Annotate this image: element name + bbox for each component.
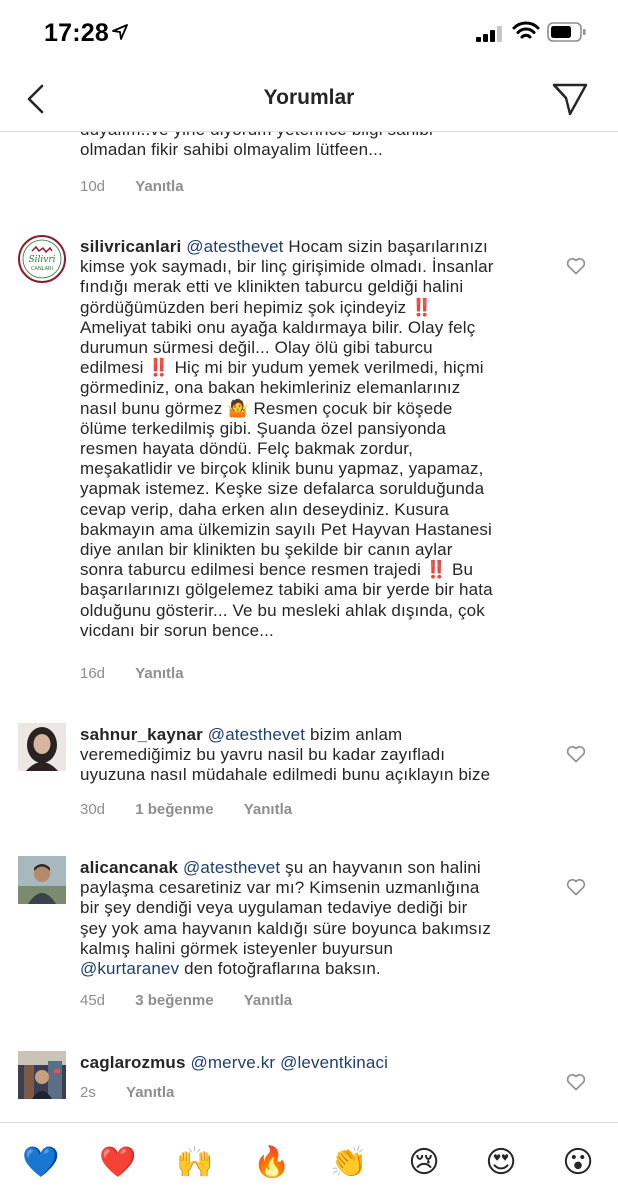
signal-icon <box>476 26 504 42</box>
status-time: 17:28 <box>44 19 109 47</box>
comment-meta <box>80 1084 200 1101</box>
reply-button[interactable]: Yanıtla <box>126 1084 175 1101</box>
comment-text: sahnur_kaynar @atesthevet bizim anlam veremediğimiz bu yavru nasil bu kadar zayıfladı uyuzuna nasıl müdahale edilmedi bunu açıklayın bize <box>80 725 491 785</box>
avatar[interactable] <box>18 723 66 771</box>
comment-meta <box>80 665 210 682</box>
comment-text: alicancanak @atesthevet şu an hayvanın son halini paylaşma cesaretiniz var mı? Kimsenin uzmanlığına bir şey dendiği veya uygulaman tedaviye dediği bir şey yok ama hayvanın kaldığı süre boyunca bakımsız kalmış halini görmek isteyenler buyursun @kurtaranev den fotoğraflarına baksın. <box>80 858 491 979</box>
comment-meta <box>80 178 210 195</box>
user-photo-avatar <box>18 1051 66 1099</box>
comment-username[interactable]: silivricanlari <box>80 237 182 256</box>
reply-button[interactable]: Yanıtla <box>135 665 184 682</box>
mention-link[interactable]: @leventkinaci <box>280 1053 389 1072</box>
avatar[interactable] <box>18 235 66 283</box>
likes-count[interactable]: 1 beğenme <box>135 801 214 818</box>
avatar[interactable] <box>18 856 66 904</box>
paper-plane-icon[interactable] <box>550 80 590 118</box>
surprised-face-emoji-button[interactable]: 😮 <box>562 1146 594 1179</box>
comment-meta <box>80 801 318 818</box>
comment-age: 30d <box>80 801 106 818</box>
quick-reaction-bar <box>0 1122 618 1200</box>
comment-text <box>80 1053 540 1073</box>
reply-button[interactable]: Yanıtla <box>243 801 293 818</box>
heart-eyes-emoji-button[interactable]: 😍 <box>485 1146 517 1179</box>
mention-link[interactable]: @kurtaranev <box>80 959 180 979</box>
blue-heart-emoji-button[interactable]: 💙 <box>22 1146 60 1179</box>
location-arrow-icon <box>112 24 128 40</box>
comment-age: 10d <box>80 178 106 195</box>
silivri-canlari-logo <box>18 235 66 283</box>
comment-username[interactable]: caglarozmus <box>80 1053 186 1072</box>
like-heart-icon[interactable] <box>566 1073 586 1091</box>
comment-text: olmadan fikir sahibi olmayalim lütfeen... <box>80 140 383 160</box>
comment-username[interactable]: sahnur_kaynar <box>80 725 203 744</box>
likes-count[interactable]: 3 beğenme <box>135 992 214 1009</box>
comment-meta <box>80 992 318 1009</box>
wifi-icon <box>513 22 539 42</box>
status-bar <box>0 0 618 66</box>
like-heart-icon[interactable] <box>566 257 586 275</box>
mention-link[interactable]: @atesthevet <box>186 237 284 256</box>
fire-emoji-button[interactable]: 🔥 <box>253 1146 291 1179</box>
battery-icon <box>547 22 587 42</box>
clapping-hands-emoji-button[interactable]: 👏 <box>330 1146 368 1179</box>
crying-face-emoji-button[interactable]: 😢 <box>408 1146 440 1179</box>
comment-age: 16d <box>80 665 106 682</box>
comment-age: 2s <box>80 1084 96 1101</box>
raised-hands-emoji-button[interactable]: 🙌 <box>176 1146 214 1179</box>
nav-bar <box>0 66 618 132</box>
comment-username[interactable]: alicancanak <box>80 858 179 877</box>
avatar[interactable] <box>18 1051 66 1099</box>
reply-button[interactable]: Yanıtla <box>243 992 293 1009</box>
user-photo-avatar <box>18 856 66 904</box>
like-heart-icon[interactable] <box>566 745 586 763</box>
logo-text-canlari: CANLARI <box>31 266 53 272</box>
like-heart-icon[interactable] <box>566 878 586 896</box>
logo-text-silivri: Silivri <box>28 255 56 265</box>
mention-link[interactable]: @atesthevet <box>207 725 306 744</box>
comment-age: 45d <box>80 992 106 1009</box>
red-heart-emoji-button[interactable]: ❤️ <box>99 1146 137 1179</box>
user-photo-avatar <box>18 723 66 771</box>
comment-list[interactable] <box>0 132 618 1122</box>
comment-text: silivricanlari @atesthevet Hocam sizin başarılarınızı kimse yok saymadı, bir linç girişimide olmadı. İnsanlar fındığı merak etti ve klinikten taburcu geldiği halini gördüğümüzden beri hepimiz şok içindeyiz ‼️ Ameliyat tabiki onu ayağa kaldırmaya bilir. Olay felç durumun sürmesi değil... Olay ölü gibi taburcu edilmesi ‼️ Hiç mi bir yudum yemek verilmedi, hiçmi görmediniz, ona bakan hekimleriniz elemanlarınız nasıl bunu görmez 🤷 Resmen çocuk bir köşede ölüme terkedilmiş gibi. Şuanda özel pansiyonda resmen hayata döndü. Felç bakmak zordur, meşakatlidir ve birçok klinik bunu yapmaz, yapamaz, yapmak istemez. Keşke size defalarca sorulduğunda cevap verip, daha erken alın deseydiniz. Kusura bakmayın ama ülkemizin sayılı Pet Hayvan Hastanesi diye anılan bir klinikten bu şekilde bir canın aylar sonra taburcu edilmesi bence resmen trajedi ‼️ Bu başarılarınızı gölgelemez tabiki ama bir yerde bir hata olduğunu gösterir... Ve bu mesleki ahlak dışında, çok vicdanı bir sorun bence... <box>80 237 494 640</box>
reply-button[interactable]: Yanıtla <box>135 178 184 195</box>
page-title: Yorumlar <box>263 86 355 109</box>
mention-link[interactable]: @atesthevet <box>182 858 281 877</box>
mention-link[interactable]: @merve.kr <box>190 1053 276 1072</box>
